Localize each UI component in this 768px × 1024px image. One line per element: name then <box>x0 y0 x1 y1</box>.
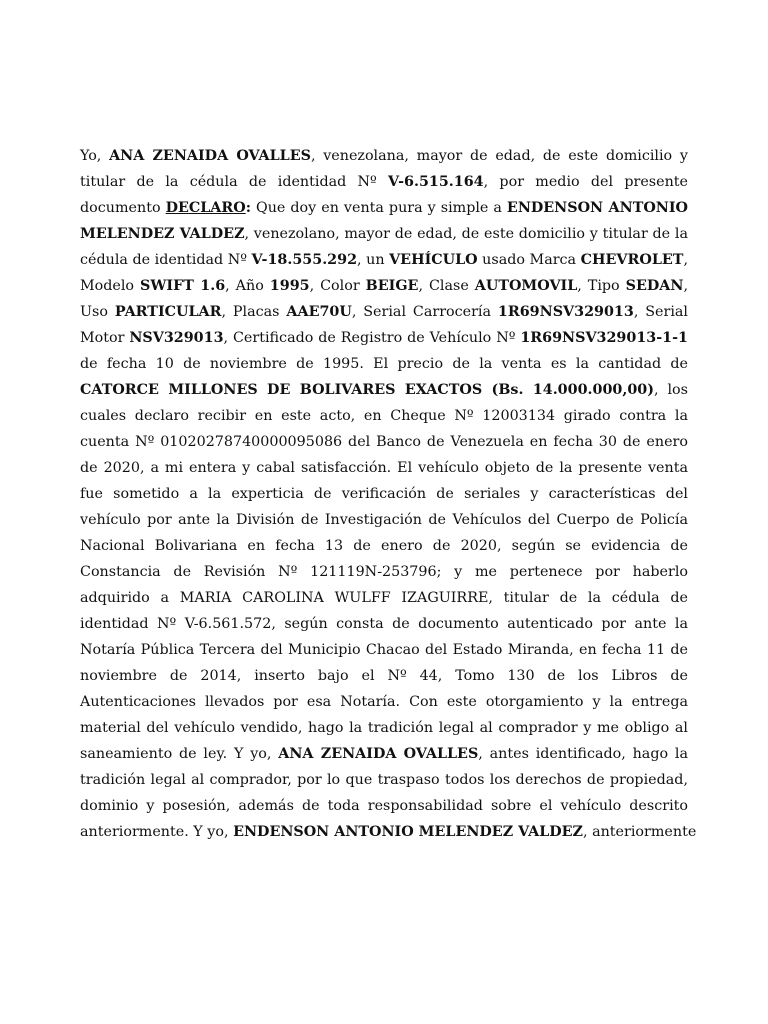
text-run: , los <box>654 382 689 398</box>
text-run: Notaría Pública Tercera del Municipio Chacao del Estado Miranda, en fecha 11 de <box>80 642 688 658</box>
text-run: Uso <box>80 304 115 320</box>
text-run: cuales declaro recibir en este acto, en Cheque Nº 12003134 girado contra la <box>80 408 688 424</box>
bold-text: MELENDEZ VALDEZ <box>80 226 245 242</box>
text-run: Nacional Bolivariana en fecha 13 de enero de 2020, según se evidencia de <box>80 538 688 554</box>
text-line <box>80 614 688 634</box>
text-run: , <box>683 252 688 268</box>
text-line <box>80 692 688 712</box>
text-run: , <box>683 278 688 294</box>
text-run: , Color <box>309 278 366 294</box>
text-run: noviembre de 2014, inserto bajo el Nº 44, Tomo 130 de los Libros de <box>80 668 688 684</box>
text-run: saneamiento de ley. Y yo, <box>80 746 279 762</box>
text-run: Yo, <box>80 148 110 164</box>
bold-text: PARTICULAR <box>114 304 222 320</box>
text-line <box>80 770 688 790</box>
text-line <box>80 198 688 218</box>
text-line <box>80 562 688 582</box>
text-run: , Tipo <box>577 278 626 294</box>
text-line <box>80 796 688 816</box>
bold-text: 1R69NSV329013 <box>497 304 634 320</box>
bold-text: AUTOMOVIL <box>474 278 578 294</box>
bold-text: 1995 <box>269 278 310 294</box>
bold-text: V-18.555.292 <box>251 252 358 268</box>
text-run: , Serial Carrocería <box>351 304 498 320</box>
bold-text: SWIFT 1.6 <box>140 278 226 294</box>
text-run: , venezolana, mayor de edad, de este domicilio y <box>310 148 688 164</box>
text-line <box>80 588 688 608</box>
text-run: , Serial <box>633 304 688 320</box>
text-run: usado Marca <box>477 252 581 268</box>
text-run: , Placas <box>221 304 287 320</box>
text-run: , anteriormente <box>582 824 697 840</box>
bold-text: DECLARO <box>165 200 246 216</box>
text-run: material del vehículo vendido, hago la tradición legal al comprador y me obligo al <box>80 720 688 736</box>
bold-text: 1R69NSV329013-1-1 <box>520 330 688 346</box>
bold-text: ENDENSON ANTONIO <box>506 200 688 216</box>
bold-text: BEIGE <box>365 278 419 294</box>
text-line <box>80 276 688 296</box>
text-line <box>80 250 688 270</box>
text-run: identidad Nº V-6.561.572, según consta de documento autenticado por ante la <box>80 616 688 632</box>
bold-text: ANA ZENAIDA OVALLES <box>109 148 311 164</box>
text-line <box>80 172 688 192</box>
text-line <box>80 406 688 426</box>
text-run: anteriormente. Y yo, <box>80 824 234 840</box>
text-run: , un <box>357 252 390 268</box>
bold-text: CATORCE MILLONES DE BOLIVARES EXACTOS (Bs. 14.000.000,00) <box>80 382 654 398</box>
bold-text: CHEVROLET <box>580 252 684 268</box>
text-run: , Certificado de Registro de Vehículo Nº <box>223 330 521 346</box>
text-line <box>80 744 688 764</box>
text-line <box>80 146 688 166</box>
bold-text: VEHÍCULO <box>389 252 478 268</box>
text-run: adquirido a MARIA CAROLINA WULFF IZAGUIRRE, titular de la cédula de <box>80 590 688 606</box>
text-run: de 2020, a mi entera y cabal satisfacción. El vehículo objeto de la presente venta <box>80 460 688 476</box>
text-run: , Año <box>225 278 270 294</box>
text-line <box>80 640 688 660</box>
text-run: titular de la cédula de identidad Nº <box>80 174 389 190</box>
text-line <box>80 432 688 452</box>
text-run: , venezolano, mayor de edad, de este domicilio y titular de la <box>244 226 688 242</box>
text-run: Que doy en venta pura y simple a <box>251 200 507 216</box>
text-run: Constancia de Revisión Nº 121119N-253796; y me pertenece por haberlo <box>80 564 688 580</box>
text-run: , por medio del presente <box>483 174 688 190</box>
text-run: Autenticaciones llevados por esa Notaría. Con este otorgamiento y la entrega <box>80 694 688 710</box>
text-run: documento <box>80 200 166 216</box>
text-run: vehículo por ante la División de Investigación de Vehículos del Cuerpo de Policía <box>80 512 688 528</box>
text-run: , antes identificado, hago la <box>478 746 688 762</box>
text-run: cuenta Nº 01020278740000095086 del Banco de Venezuela en fecha 30 de enero <box>80 434 688 450</box>
text-line <box>80 458 688 478</box>
text-line <box>80 536 688 556</box>
text-run: cédula de identidad Nº <box>80 252 252 268</box>
text-line <box>80 666 688 686</box>
bold-text: SEDAN <box>625 278 684 294</box>
text-line <box>80 510 688 530</box>
text-run: , Clase <box>418 278 475 294</box>
text-line <box>80 328 688 348</box>
bold-text: : <box>245 200 251 216</box>
bold-text: V-6.515.164 <box>388 174 484 190</box>
text-line <box>80 718 688 738</box>
bold-text: ANA ZENAIDA OVALLES <box>278 746 479 762</box>
bold-text: ENDENSON ANTONIO MELENDEZ VALDEZ <box>233 824 583 840</box>
text-run: Motor <box>80 330 130 346</box>
text-line <box>80 354 688 374</box>
text-line <box>80 484 688 504</box>
text-run: fue sometido a la experticia de verificación de seriales y características del <box>80 486 688 502</box>
text-line <box>80 822 697 842</box>
text-line <box>80 302 688 322</box>
text-run: Modelo <box>80 278 141 294</box>
text-run: tradición legal al comprador, por lo que traspaso todos los derechos de propiedad, <box>80 772 688 788</box>
bold-text: AAE70U <box>286 304 352 320</box>
text-line <box>80 224 688 244</box>
bold-text: NSV329013 <box>129 330 224 346</box>
text-run: dominio y posesión, además de toda responsabilidad sobre el vehículo descrito <box>80 798 688 814</box>
text-line <box>80 380 688 400</box>
text-run: de fecha 10 de noviembre de 1995. El precio de la venta es la cantidad de <box>80 356 688 372</box>
